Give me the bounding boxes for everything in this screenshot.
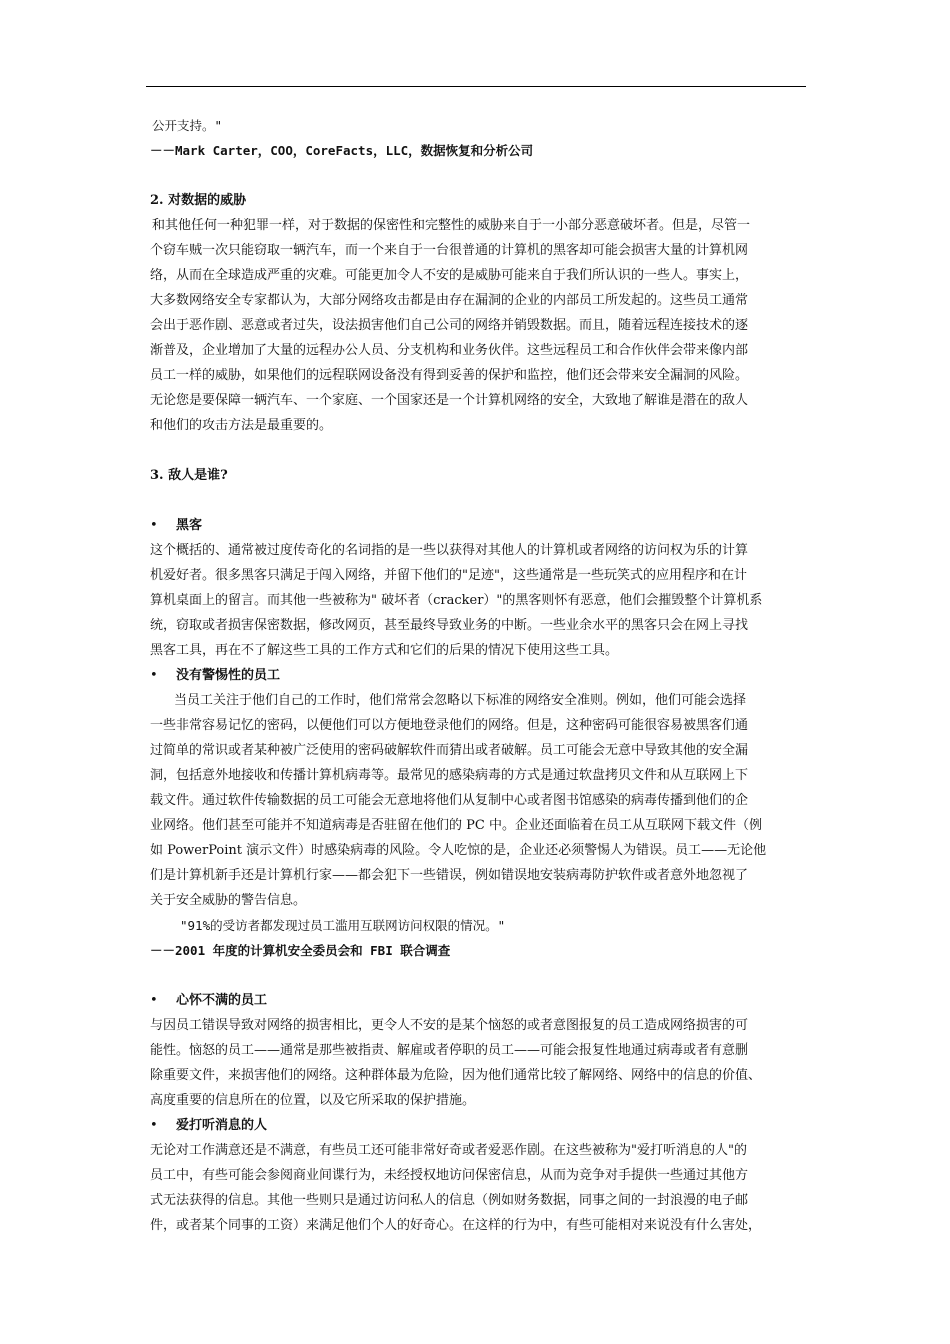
paragraph-line: 如 PowerPoint 演示文件）时感染病毒的风险。令人吃惊的是，企业还必须警惕人为错误。员工——无论他 — [150, 843, 767, 858]
bullet-item — [150, 663, 810, 688]
bullet-label: 爱打听消息的人 — [176, 1118, 268, 1133]
paragraph-line: 算机桌面上的留言。而其他一些被称为" 破坏者（cracker）"的黑客则怀有恶意，他们会摧毁整个计算机系 — [150, 593, 763, 608]
paragraph-line: 载文件。通过软件传输数据的员工可能会无意地将他们从复制中心或者图书馆感染的病毒传播到他们的企 — [150, 793, 749, 808]
attribution: －－Mark Carter，COO，CoreFacts，LLC，数据恢复和分析公司 — [150, 143, 534, 158]
bullet-item — [150, 513, 810, 538]
paragraph-line: 除重要文件，来损害他们的网络。这种群体最为危险，因为他们通常比较了解网络、网络中的信息的价值、 — [150, 1068, 762, 1083]
attribution: －－2001 年度的计算机安全委员会和 FBI 联合调查 — [150, 943, 451, 958]
paragraph-snoops — [150, 1138, 810, 1238]
paragraph-careless-employees — [150, 688, 810, 913]
bullet-icon: • — [150, 518, 158, 533]
paragraph-line: 们是计算机新手还是计算机行家——都会犯下一些错误，例如错误地安装病毒防护软件或者意外地忽视了 — [150, 868, 749, 883]
paragraph-line: 员工一样的威胁，如果他们的远程联网设备没有得到妥善的保护和监控，他们还会带来安全漏洞的风险。 — [150, 368, 749, 383]
paragraph-line: 和他们的攻击方法是最重要的。 — [150, 418, 333, 433]
paragraph-line: 和其他任何一种犯罪一样，对于数据的保密性和完整性的威胁来自于一小部分恶意破坏者。但是，尽管一 — [152, 218, 751, 233]
paragraph-line: 过简单的常识或者某种被广泛使用的密码破解软件而猜出或者破解。员工可能会无意中导致其他的安全漏 — [150, 743, 749, 758]
paragraph-line: 个窃车贼一次只能窃取一辆汽车，而一个来自于一台很普通的计算机的黑客却可能会损害大量的计算机网 — [150, 243, 749, 258]
paragraph-line: 这个概括的、通常被过度传奇化的名词指的是一些以获得对其他人的计算机或者网络的访问权为乐的计算 — [150, 543, 749, 558]
quote: "91%的受访者都发现过员工滥用互联网访问权限的情况。" — [180, 918, 506, 933]
paragraph-line: 公开支持。" — [152, 118, 223, 133]
bullet-label: 黑客 — [176, 518, 203, 533]
paragraph-line: 式无法获得的信息。其他一些则只是通过访问私人的信息（例如财务数据，同事之间的一封浪漫的电子邮 — [150, 1193, 749, 1208]
document-body — [150, 113, 810, 1238]
paragraph-line: 员工中，有些可能会参阅商业间谍行为，未经授权地访问保密信息，从而为竞争对手提供一些通过其他方 — [150, 1168, 749, 1183]
header-rule — [146, 86, 806, 87]
paragraph-line: 关于安全威胁的警告信息。 — [150, 893, 307, 908]
bullet-label: 心怀不满的员工 — [176, 993, 268, 1008]
paragraph-line: 会出于恶作剧、恶意或者过失，设法损害他们自己公司的网络并销毁数据。而且，随着远程连接技术的逐 — [150, 318, 749, 333]
bullet-item — [150, 988, 810, 1013]
paragraph-threats — [150, 213, 810, 438]
paragraph-line: 高度重要的信息所在的位置，以及它所采取的保护措施。 — [150, 1093, 476, 1108]
paragraph-disgruntled-employees — [150, 1013, 810, 1113]
bullet-icon: • — [150, 1118, 158, 1133]
paragraph-line: 与因员工错误导致对网络的损害相比，更令人不安的是某个恼怒的或者意图报复的员工造成网络损害的可 — [150, 1018, 749, 1033]
paragraph-hackers — [150, 538, 810, 663]
paragraph-line: 洞，包括意外地接收和传播计算机病毒等。最常见的感染病毒的方式是通过软盘拷贝文件和从互联网上下 — [150, 768, 749, 783]
paragraph-line: 络，从而在全球造成严重的灾难。可能更加令人不安的是威胁可能来自于我们所认识的一些人。事实上， — [150, 268, 749, 283]
paragraph-line: 大多数网络安全专家都认为，大部分网络攻击都是由存在漏洞的企业的内部员工所发起的。这些员工通常 — [150, 293, 749, 308]
bullet-label: 没有警惕性的员工 — [176, 668, 281, 683]
paragraph-line: 业网络。他们甚至可能并不知道病毒是否驻留在他们的 PC 中。企业还面临着在员工从互联网下载文件（例 — [150, 818, 762, 833]
paragraph-line: 黑客工具，再在不了解这些工具的工作方式和它们的后果的情况下使用这些工具。 — [150, 643, 619, 658]
section-heading: 3. 敌人是谁? — [150, 468, 228, 483]
bullet-icon: • — [150, 668, 158, 683]
paragraph-line: 无论对工作满意还是不满意，有些员工还可能非常好奇或者爱恶作剧。在这些被称为"爱打听消息的人"的 — [150, 1143, 747, 1158]
paragraph-line: 机爱好者。很多黑客只满足于闯入网络，并留下他们的"足迹"，这些通常是一些玩笑式的应用程序和在计 — [150, 568, 747, 583]
paragraph-line: 当员工关注于他们自己的工作时，他们常常会忽略以下标准的网络安全准则。例如，他们可能会选择 — [174, 693, 747, 708]
paragraph-line: 统，窃取或者损害保密数据，修改网页，甚至最终导致业务的中断。一些业余水平的黑客只会在网上寻找 — [150, 618, 749, 633]
paragraph-line: 一些非常容易记忆的密码，以便他们可以方便地登录他们的网络。但是，这种密码可能很容易被黑客们通 — [150, 718, 749, 733]
section-heading: 2. 对数据的威胁 — [150, 193, 247, 208]
paragraph-line: 能性。恼怒的员工——通常是那些被指责、解雇或者停职的员工——可能会报复性地通过病毒或者有意删 — [150, 1043, 749, 1058]
bullet-item — [150, 1113, 810, 1138]
paragraph-line: 无论您是要保障一辆汽车、一个家庭、一个国家还是一个计算机网络的安全，大致地了解谁是潜在的敌人 — [150, 393, 749, 408]
paragraph-line: 件，或者某个同事的工资）来满足他们个人的好奇心。在这样的行为中，有些可能相对来说没有什么害处， — [150, 1218, 762, 1233]
paragraph-line: 渐普及，企业增加了大量的远程办公人员、分支机构和业务伙伴。这些远程员工和合作伙伴会带来像内部 — [150, 343, 749, 358]
bullet-icon: • — [150, 993, 158, 1008]
